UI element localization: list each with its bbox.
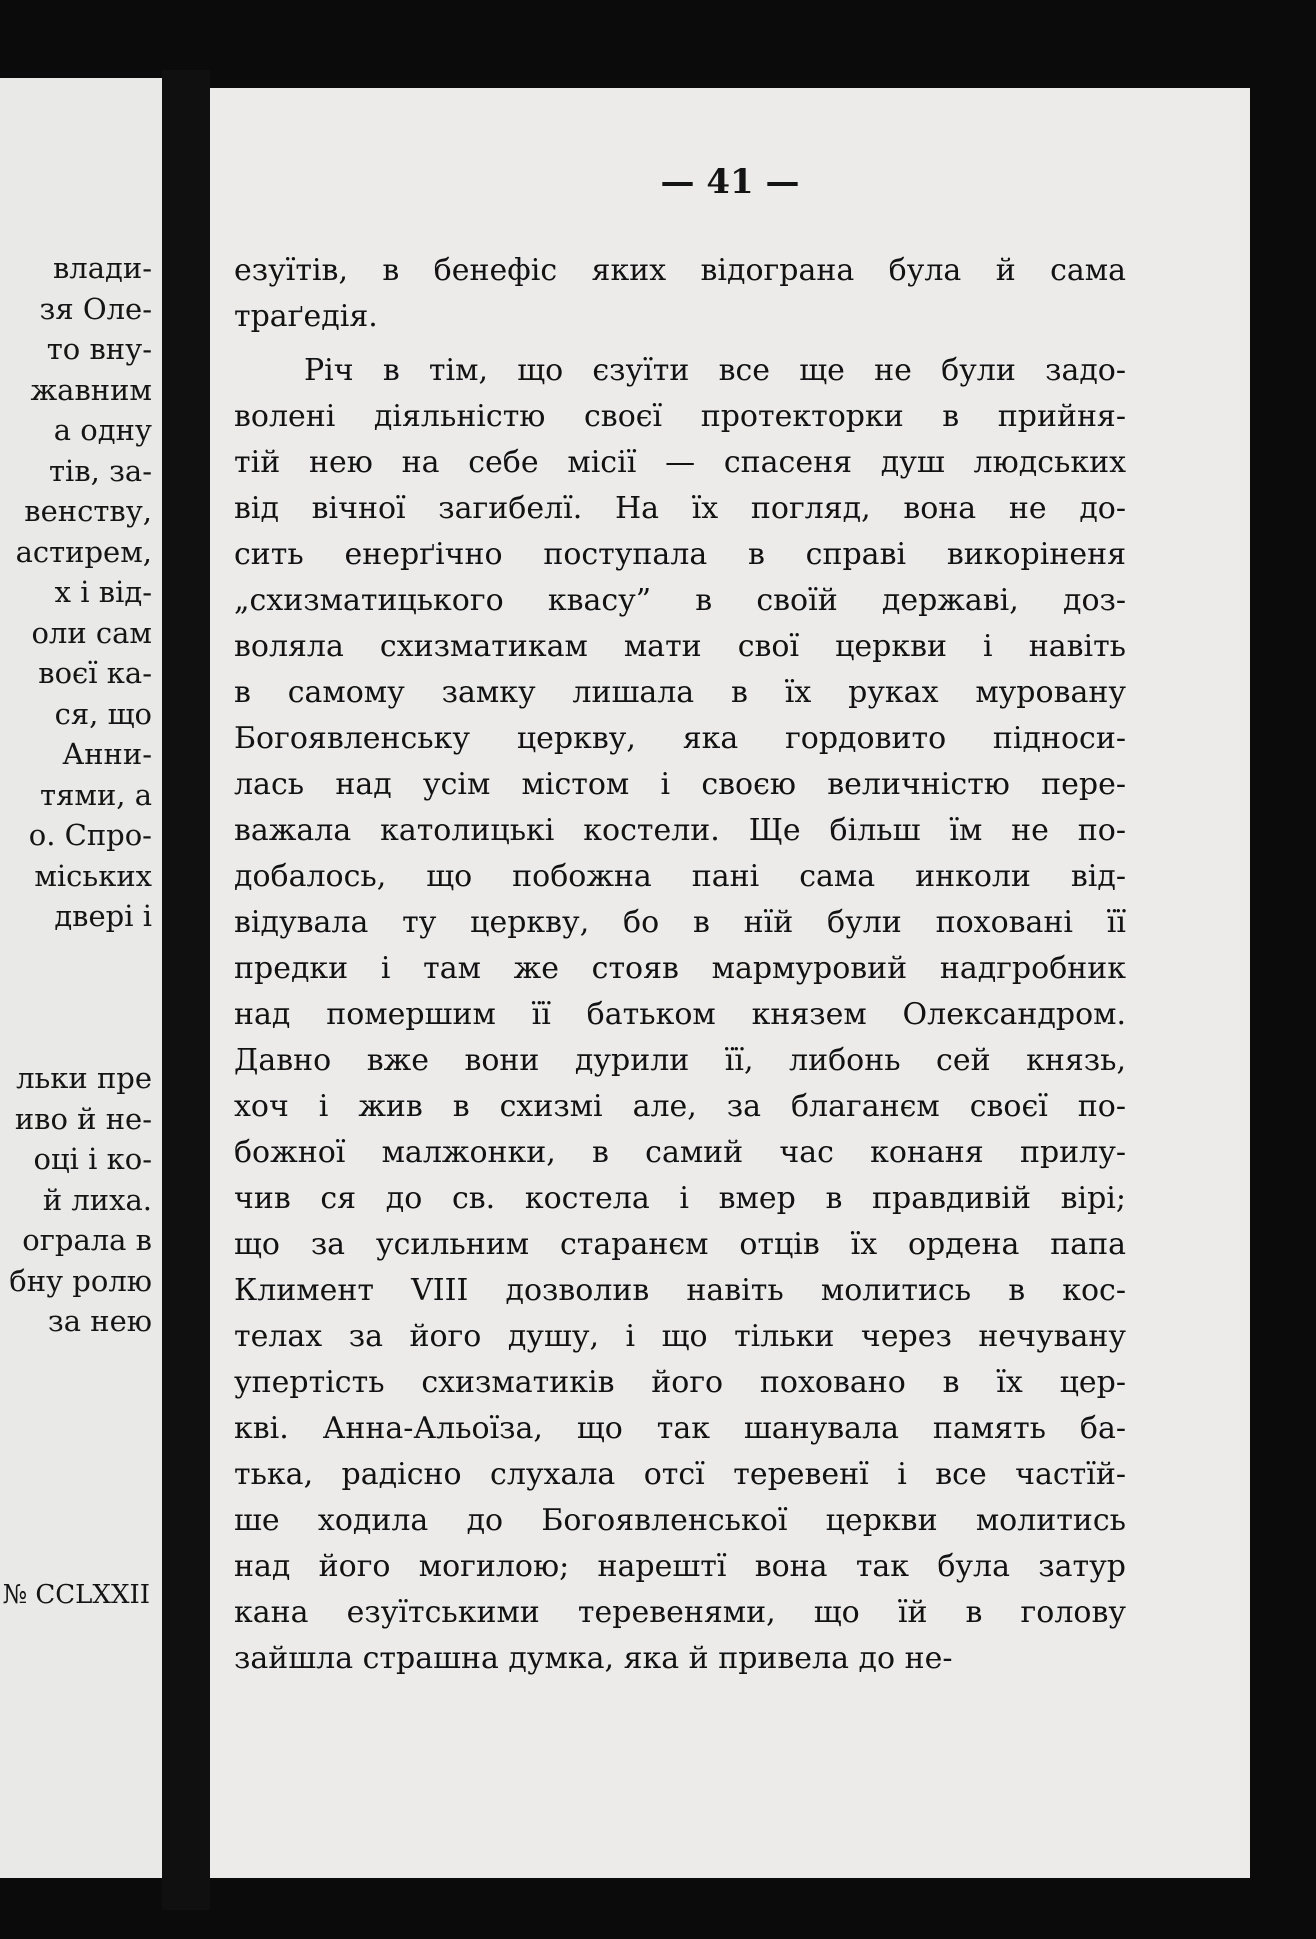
- left-page-line: тів, за-: [49, 453, 152, 488]
- text-line: волені діяльністю своєї протекторки в прийня-: [234, 399, 1126, 434]
- text-line: ше ходила до Богоявленської церкви молитись: [234, 1503, 1126, 1538]
- text-line: траґедія.: [234, 299, 378, 334]
- text-line: тька, радісно слухала отсї теревенї і все частїй-: [234, 1457, 1126, 1492]
- text-line: в самому замку лишала в їх руках муровану: [234, 675, 1126, 710]
- text-line: над помершим її батьком князем Олександром.: [234, 997, 1126, 1032]
- text-line: упертість схизматиків його поховано в їх цер-: [234, 1365, 1126, 1400]
- text-line: хоч і жив в схизмі але, за благанєм своєї по-: [234, 1089, 1126, 1124]
- left-page-line: двері і: [54, 899, 152, 933]
- left-page-line: жавним: [30, 372, 152, 407]
- left-page-line: бну ролю: [9, 1263, 152, 1298]
- page-number: — 41 —: [660, 162, 800, 202]
- text-line: божної малжонки, в самий час конаня прилу-: [234, 1135, 1126, 1170]
- left-page-line: зя Оле-: [39, 291, 152, 326]
- left-page-line: оці і ко-: [33, 1142, 152, 1176]
- left-page-line: то вну-: [46, 332, 152, 366]
- text-line: що за усильним старанєм отців їх ордена папа: [234, 1227, 1126, 1262]
- left-page-line: влади-: [52, 251, 152, 285]
- text-line: від вічної загибелї. На їх погляд, вона не до-: [234, 491, 1126, 526]
- left-page-fragment: [0, 78, 162, 1878]
- left-page-line: венству,: [24, 494, 152, 528]
- left-page-signature: № CCLXXII: [2, 1580, 150, 1610]
- left-page-line: воєї ка-: [38, 656, 152, 690]
- left-page-line: астирем,: [15, 534, 152, 569]
- main-page: [210, 88, 1250, 1878]
- text-line: Богоявленську церкву, яка гордовито підноси-: [234, 721, 1126, 756]
- text-line: важала католицькі костели. Ще більш їм не по-: [234, 813, 1126, 848]
- text-line: сить енерґічно поступала в справі викоріненя: [234, 537, 1126, 572]
- text-line: „схизматицького квасу” в своїй державі, доз-: [234, 583, 1126, 618]
- text-line: над його могилою; нарештї вона так була затур: [234, 1549, 1126, 1584]
- text-line: кана езуїтськими теревенями, що їй в голову: [234, 1595, 1126, 1630]
- left-page-line: ограла в: [22, 1223, 152, 1257]
- text-line: лась над усім містом і своєю величністю пере-: [234, 767, 1126, 802]
- left-page-line: льки пре: [16, 1061, 152, 1095]
- text-line: відувала ту церкву, бо в нїй були поховані її: [234, 905, 1126, 940]
- text-line: Давно вже вони дурили її, либонь сей князь,: [234, 1043, 1126, 1078]
- text-line: телах за його душу, і що тільки через нечувану: [234, 1319, 1126, 1354]
- left-page-line: за нею: [47, 1304, 152, 1338]
- left-page-line: й лиха.: [42, 1182, 152, 1217]
- text-line: чив ся до св. костела і вмер в правдивій вірі;: [234, 1181, 1126, 1216]
- left-page-line: иво й не-: [14, 1101, 152, 1136]
- left-page-text: [9, 248, 152, 1342]
- left-page-line: [9, 1018, 152, 1059]
- text-line: воляла схизматикам мати свої церкви і навіть: [234, 629, 1126, 664]
- left-page-line: х і від-: [54, 575, 152, 609]
- text-line: предки і там же стояв мармуровий надгробник: [234, 951, 1126, 986]
- text-line: кві. Анна-Альоїза, що так шанувала память ба-: [234, 1411, 1126, 1446]
- text-line: тій нею на себе місії — спасеня душ людських: [234, 445, 1126, 480]
- left-page-line: оли сам: [31, 615, 152, 650]
- text-line: Річ в тім, що єзуїти все ще не були задо-: [304, 353, 1126, 388]
- left-page-line: ся, що: [54, 696, 152, 731]
- book-gutter: [162, 70, 210, 1910]
- left-page-line: тями, а: [40, 777, 152, 812]
- text-line: зайшла страшна думка, яка й привела до не-: [234, 1641, 953, 1676]
- text-line: езуїтів, в бенефіс яких відограна була й сама: [234, 253, 1126, 288]
- text-line: Климент VIII дозволив навіть молитись в кос-: [234, 1273, 1126, 1308]
- left-page-line: о. Спро-: [28, 818, 152, 852]
- left-page-line: [9, 937, 152, 978]
- body-text: [234, 248, 1126, 1682]
- text-line: добалось, що побожна пані сама инколи від-: [234, 859, 1126, 894]
- left-page-line: [9, 977, 152, 1018]
- left-page-line: міських: [34, 858, 152, 893]
- left-page-line: Анни-: [62, 737, 152, 771]
- left-page-line: а одну: [53, 413, 152, 447]
